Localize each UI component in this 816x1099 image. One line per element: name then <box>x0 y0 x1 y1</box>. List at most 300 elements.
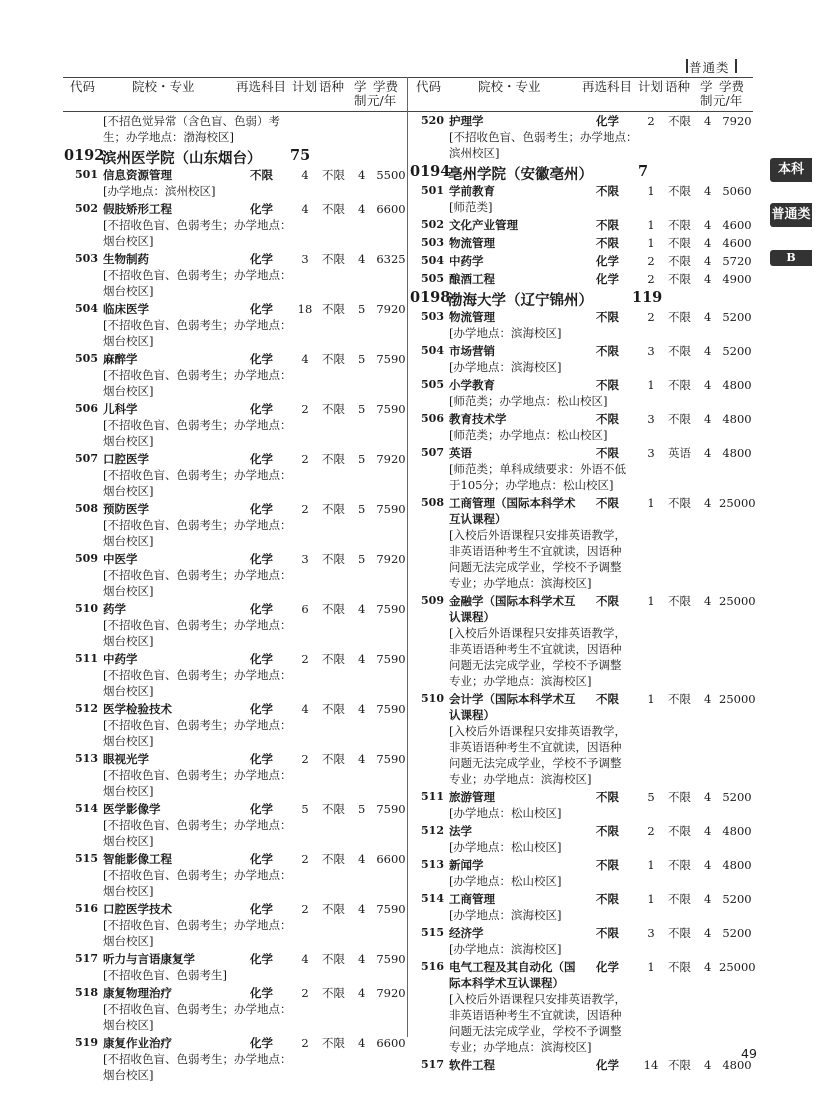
major-years: 4 <box>358 702 366 716</box>
major-language: 不限 <box>322 402 345 416</box>
table-row <box>70 201 405 217</box>
major-name: 旅游管理 <box>449 790 495 804</box>
major-plan: 1 <box>647 236 655 250</box>
major-name: 护理学 <box>449 114 484 128</box>
major-fee: 7920 <box>376 552 406 566</box>
table-row <box>70 601 405 617</box>
major-code: 504 <box>75 302 98 315</box>
major-years: 4 <box>704 1058 712 1072</box>
major-code: 513 <box>75 752 98 765</box>
major-name: 工商管理（国际本科学术 互认课程） <box>449 496 576 526</box>
major-fee: 7920 <box>376 986 406 1000</box>
major-subject: 化学 <box>596 254 619 268</box>
major-note: [不招收色盲、色弱考生；办学地点： 烟台校区] <box>103 368 292 398</box>
major-years: 4 <box>704 344 712 358</box>
table-row <box>70 301 405 317</box>
major-plan: 3 <box>647 926 655 940</box>
major-language: 不限 <box>322 802 345 816</box>
major-fee: 7590 <box>376 752 406 766</box>
major-note: [办学地点：滨海校区] <box>449 942 562 956</box>
major-code: 502 <box>75 202 98 215</box>
major-language: 不限 <box>322 352 345 366</box>
table-row <box>416 271 751 287</box>
major-plan: 18 <box>297 302 313 316</box>
major-subject: 化学 <box>596 1058 619 1072</box>
major-note: [不招收色盲、色弱考生；办学地点： 烟台校区] <box>103 268 292 298</box>
major-language: 不限 <box>668 184 691 198</box>
major-subject: 不限 <box>596 892 619 906</box>
major-code: 516 <box>421 960 444 973</box>
major-note: [师范类；办学地点：松山校区] <box>449 394 608 408</box>
table-row <box>416 1057 751 1073</box>
table-row <box>70 351 405 367</box>
major-years: 4 <box>704 594 712 608</box>
major-fee: 4800 <box>722 824 752 838</box>
major-plan: 2 <box>301 986 309 1000</box>
major-fee: 6600 <box>376 202 406 216</box>
major-plan: 2 <box>647 310 655 324</box>
major-note: [不招收色盲、色弱考生；办学地点： 烟台校区] <box>103 818 292 848</box>
major-language: 不限 <box>322 168 345 182</box>
major-years: 4 <box>358 202 366 216</box>
table-row <box>416 789 751 805</box>
major-name: 法学 <box>449 824 472 838</box>
major-language: 不限 <box>322 852 345 866</box>
header-bottom-rule <box>63 111 753 112</box>
major-name: 经济学 <box>449 926 484 940</box>
major-years: 4 <box>704 926 712 940</box>
table-row <box>70 167 405 183</box>
major-name: 教育技术学 <box>449 412 507 426</box>
major-years: 4 <box>704 412 712 426</box>
major-note: [不招收色盲、色弱考生；办学地点： 烟台校区] <box>103 718 292 748</box>
major-plan: 1 <box>647 184 655 198</box>
major-language: 不限 <box>322 902 345 916</box>
major-years: 4 <box>704 272 712 286</box>
col-code: 代码 <box>70 79 96 94</box>
col-fee-2: 元/年 <box>367 93 397 108</box>
major-years: 4 <box>704 446 712 460</box>
major-code: 508 <box>421 496 444 509</box>
major-code: 504 <box>421 254 444 267</box>
major-subject: 化学 <box>250 202 273 216</box>
major-language: 不限 <box>322 552 345 566</box>
major-plan: 5 <box>301 802 309 816</box>
major-fee: 7590 <box>376 602 406 616</box>
major-language: 不限 <box>668 790 691 804</box>
major-years: 4 <box>358 252 366 266</box>
school-header <box>410 163 750 181</box>
school-header <box>64 147 404 165</box>
major-subject: 化学 <box>250 952 273 966</box>
table-row <box>416 891 751 907</box>
major-name: 康复物理治疗 <box>103 986 172 1000</box>
major-fee: 25000 <box>719 594 756 608</box>
table-row <box>416 343 751 359</box>
major-note: [不招收色盲、色弱考生；办学地点： 烟台校区] <box>103 868 292 898</box>
major-note: [不招收色盲、色弱考生；办学地点： 烟台校区] <box>103 918 292 948</box>
major-note: [不招收色盲、色弱考生；办学地点： 烟台校区] <box>103 668 292 698</box>
major-name: 中药学 <box>103 652 138 666</box>
major-name: 软件工程 <box>449 1058 495 1072</box>
major-name: 金融学（国际本科学术互 认课程） <box>449 594 576 624</box>
major-language: 英语 <box>668 446 691 460</box>
major-note: [入校后外语课程只安排英语教学， 非英语语种考生不宜就读，因语种 问题无法完成学业，学校不予调整 专业；办学地点：滨海校区] <box>449 528 626 590</box>
page-number: 49 <box>741 1046 757 1061</box>
major-code: 507 <box>421 446 444 459</box>
major-note: [不招收色盲、色弱考生；办学地点： 烟台校区] <box>103 768 292 798</box>
table-row <box>70 401 405 417</box>
major-note: [办学地点：滨海校区] <box>449 326 562 340</box>
table-row <box>416 925 751 941</box>
table-row <box>70 551 405 567</box>
major-subject: 化学 <box>250 252 273 266</box>
major-note: [不招收色盲、色弱考生；办学地点： 烟台校区] <box>103 318 292 348</box>
major-years: 4 <box>704 790 712 804</box>
major-fee: 5200 <box>722 926 752 940</box>
major-name: 酿酒工程 <box>449 272 495 286</box>
major-code: 511 <box>75 652 98 665</box>
major-fee: 4800 <box>722 412 752 426</box>
major-note: [不招收色盲、色弱考生；办学地点： 烟台校区] <box>103 418 292 448</box>
major-plan: 4 <box>301 352 309 366</box>
major-fee: 5200 <box>722 892 752 906</box>
major-fee: 7920 <box>376 302 406 316</box>
major-years: 4 <box>358 1036 366 1050</box>
side-tab-undergrad: 本科 <box>770 158 812 182</box>
major-plan: 3 <box>647 412 655 426</box>
major-name: 康复作业治疗 <box>103 1036 172 1050</box>
major-years: 4 <box>358 902 366 916</box>
major-plan: 3 <box>647 446 655 460</box>
major-code: 517 <box>421 1058 444 1071</box>
school-code: 0192 <box>64 147 105 164</box>
major-language: 不限 <box>668 344 691 358</box>
major-years: 4 <box>358 168 366 182</box>
major-plan: 2 <box>647 254 655 268</box>
major-fee: 7920 <box>722 114 752 128</box>
table-row <box>70 901 405 917</box>
major-fee: 5200 <box>722 310 752 324</box>
side-tab-general: 普通类 <box>770 203 812 227</box>
major-plan: 1 <box>647 960 655 974</box>
major-code: 503 <box>421 236 444 249</box>
major-name: 中医学 <box>103 552 138 566</box>
major-plan: 5 <box>647 790 655 804</box>
table-row <box>70 751 405 767</box>
major-plan: 2 <box>647 824 655 838</box>
major-years: 4 <box>704 184 712 198</box>
major-plan: 1 <box>647 692 655 706</box>
major-name: 临床医学 <box>103 302 149 316</box>
major-years: 4 <box>704 236 712 250</box>
major-plan: 3 <box>301 552 309 566</box>
col-years-2: 制 <box>354 93 367 108</box>
major-subject: 不限 <box>596 412 619 426</box>
major-plan: 1 <box>647 858 655 872</box>
col-plan: 计划 <box>638 79 664 94</box>
major-note: [办学地点：滨州校区] <box>103 184 216 198</box>
major-fee: 4600 <box>722 218 752 232</box>
major-fee: 7590 <box>376 502 406 516</box>
table-row <box>416 857 751 873</box>
major-years: 4 <box>358 986 366 1000</box>
col-years-1: 学 <box>354 79 367 94</box>
major-subject: 化学 <box>250 802 273 816</box>
major-code: 502 <box>421 218 444 231</box>
table-row <box>70 1035 405 1051</box>
major-years: 4 <box>704 892 712 906</box>
major-plan: 2 <box>647 114 655 128</box>
table-row <box>416 235 751 251</box>
major-note: [不招收色盲、色弱考生；办学地点： 烟台校区] <box>103 1052 292 1082</box>
major-plan: 1 <box>647 496 655 510</box>
major-years: 4 <box>704 960 712 974</box>
table-row <box>70 651 405 667</box>
major-fee: 4600 <box>722 236 752 250</box>
major-language: 不限 <box>668 858 691 872</box>
col-subject: 再选科目 <box>236 79 287 94</box>
major-name: 物流管理 <box>449 236 495 250</box>
major-language: 不限 <box>668 824 691 838</box>
table-row <box>416 959 756 991</box>
major-years: 4 <box>704 858 712 872</box>
major-subject: 化学 <box>250 552 273 566</box>
major-note: [办学地点：松山校区] <box>449 840 562 854</box>
major-code: 514 <box>75 802 98 815</box>
major-language: 不限 <box>668 114 691 128</box>
major-note: [不招收色盲、色弱考生；办学地点： 烟台校区] <box>103 218 292 248</box>
major-code: 506 <box>75 402 98 415</box>
major-subject: 不限 <box>596 378 619 392</box>
major-note: [入校后外语课程只安排英语教学， 非英语语种考生不宜就读，因语种 问题无法完成学业，学校不予调整 专业；办学地点：滨海校区] <box>449 626 626 688</box>
major-code: 515 <box>421 926 444 939</box>
major-language: 不限 <box>322 752 345 766</box>
major-name: 口腔医学技术 <box>103 902 172 916</box>
major-language: 不限 <box>322 652 345 666</box>
major-plan: 2 <box>301 652 309 666</box>
col-years-2: 制 <box>700 93 713 108</box>
major-language: 不限 <box>668 892 691 906</box>
major-years: 5 <box>358 302 366 316</box>
major-code: 511 <box>421 790 444 803</box>
major-subject: 化学 <box>596 960 619 974</box>
table-row <box>416 495 756 527</box>
major-language: 不限 <box>668 310 691 324</box>
school-plan: 119 <box>632 289 663 306</box>
major-name: 药学 <box>103 602 126 616</box>
major-fee: 25000 <box>719 692 756 706</box>
major-name: 会计学（国际本科学术互 认课程） <box>449 692 576 722</box>
major-code: 513 <box>421 858 444 871</box>
major-plan: 3 <box>647 344 655 358</box>
major-fee: 7590 <box>376 802 406 816</box>
major-code: 510 <box>421 692 444 705</box>
major-subject: 化学 <box>250 652 273 666</box>
major-years: 4 <box>704 824 712 838</box>
major-subject: 不限 <box>596 692 619 706</box>
major-code: 508 <box>75 502 98 515</box>
major-fee: 7590 <box>376 702 406 716</box>
table-row <box>416 445 751 461</box>
major-code: 516 <box>75 902 98 915</box>
major-subject: 化学 <box>250 852 273 866</box>
major-code: 503 <box>421 310 444 323</box>
major-subject: 化学 <box>250 452 273 466</box>
table-row <box>416 377 751 393</box>
major-years: 4 <box>358 752 366 766</box>
major-code: 503 <box>75 252 98 265</box>
major-language: 不限 <box>668 218 691 232</box>
major-years: 5 <box>358 502 366 516</box>
table-row <box>416 411 751 427</box>
major-name: 医学影像学 <box>103 802 161 816</box>
major-note: [入校后外语课程只安排英语教学， 非英语语种考生不宜就读，因语种 问题无法完成学业，学校不予调整 专业；办学地点：滨海校区] <box>449 992 626 1054</box>
major-name: 口腔医学 <box>103 452 149 466</box>
major-fee: 4800 <box>722 446 752 460</box>
major-language: 不限 <box>668 378 691 392</box>
major-code: 520 <box>421 114 444 127</box>
major-note: [师范类；办学地点：松山校区] <box>449 428 608 442</box>
major-code: 505 <box>75 352 98 365</box>
major-language: 不限 <box>322 252 345 266</box>
major-years: 4 <box>704 692 712 706</box>
major-language: 不限 <box>322 452 345 466</box>
school-header <box>410 289 750 307</box>
major-subject: 不限 <box>596 344 619 358</box>
table-row <box>70 701 405 717</box>
major-note: [不招收色盲、色弱考生；办学地点： 烟台校区] <box>103 518 292 548</box>
col-plan: 计划 <box>292 79 318 94</box>
major-note: [办学地点：松山校区] <box>449 874 562 888</box>
major-years: 4 <box>358 652 366 666</box>
table-row <box>416 217 751 233</box>
major-name: 小学教育 <box>449 378 495 392</box>
major-fee: 4800 <box>722 378 752 392</box>
major-name: 儿科学 <box>103 402 138 416</box>
major-plan: 14 <box>643 1058 659 1072</box>
table-row <box>416 691 756 723</box>
major-name: 预防医学 <box>103 502 149 516</box>
major-fee: 7590 <box>376 352 406 366</box>
major-language: 不限 <box>322 302 345 316</box>
major-note: [办学地点：滨海校区] <box>449 908 562 922</box>
major-note: [入校后外语课程只安排英语教学， 非英语语种考生不宜就读，因语种 问题无法完成学业，学校不予调整 专业；办学地点：滨海校区] <box>449 724 626 786</box>
major-code: 505 <box>421 272 444 285</box>
major-code: 515 <box>75 852 98 865</box>
major-subject: 化学 <box>250 986 273 1000</box>
major-plan: 4 <box>301 702 309 716</box>
major-subject: 不限 <box>596 926 619 940</box>
major-note: [不招收色盲、色弱考生；办学地点： 滨州校区] <box>449 130 638 160</box>
col-code: 代码 <box>416 79 442 94</box>
major-language: 不限 <box>322 202 345 216</box>
major-years: 4 <box>704 218 712 232</box>
major-fee: 4900 <box>722 272 752 286</box>
major-language: 不限 <box>668 594 691 608</box>
major-name: 学前教育 <box>449 184 495 198</box>
right-column-header <box>416 80 751 110</box>
major-note: [不招收色盲、色弱考生] <box>103 968 227 982</box>
school-code: 0194 <box>410 163 451 180</box>
major-fee: 7590 <box>376 952 406 966</box>
major-years: 5 <box>358 452 366 466</box>
major-language: 不限 <box>668 254 691 268</box>
major-code: 509 <box>75 552 98 565</box>
major-note: [办学地点：滨海校区] <box>449 360 562 374</box>
table-row <box>70 501 405 517</box>
col-subject: 再选科目 <box>582 79 633 94</box>
col-school-major: 院校・专业 <box>478 79 541 94</box>
table-row <box>70 985 405 1001</box>
major-language: 不限 <box>668 272 691 286</box>
school-plan: 7 <box>638 163 649 180</box>
major-years: 4 <box>358 852 366 866</box>
major-plan: 2 <box>301 902 309 916</box>
table-row <box>70 451 405 467</box>
major-subject: 不限 <box>596 184 619 198</box>
major-fee: 4800 <box>722 1058 752 1072</box>
major-fee: 6325 <box>376 252 406 266</box>
major-language: 不限 <box>668 496 691 510</box>
school-code: 0198 <box>410 289 451 306</box>
major-note: [不招收色盲、色弱考生；办学地点： 烟台校区] <box>103 568 292 598</box>
header-top-rule <box>63 77 753 78</box>
major-plan: 1 <box>647 892 655 906</box>
major-note: [不招收色盲、色弱考生；办学地点： 烟台校区] <box>103 468 292 498</box>
major-subject: 化学 <box>250 402 273 416</box>
table-row <box>70 801 405 817</box>
major-note: [不招收色盲、色弱考生；办学地点： 烟台校区] <box>103 618 292 648</box>
major-language: 不限 <box>322 1036 345 1050</box>
major-subject: 不限 <box>596 824 619 838</box>
major-plan: 1 <box>647 218 655 232</box>
major-language: 不限 <box>668 412 691 426</box>
major-fee: 5200 <box>722 790 752 804</box>
major-fee: 5720 <box>722 254 752 268</box>
major-plan: 2 <box>301 1036 309 1050</box>
major-fee: 5060 <box>722 184 752 198</box>
col-years-1: 学 <box>700 79 713 94</box>
major-plan: 1 <box>647 594 655 608</box>
major-code: 512 <box>75 702 98 715</box>
major-code: 517 <box>75 952 98 965</box>
major-code: 506 <box>421 412 444 425</box>
table-row <box>70 851 405 867</box>
major-code: 501 <box>421 184 444 197</box>
major-fee: 5200 <box>722 344 752 358</box>
table-row <box>416 823 751 839</box>
major-note: [不招收色盲、色弱考生；办学地点： 烟台校区] <box>103 1002 292 1032</box>
col-school-major: 院校・专业 <box>132 79 195 94</box>
major-years: 5 <box>358 802 366 816</box>
col-fee-1: 学费 <box>719 79 745 94</box>
major-years: 5 <box>358 402 366 416</box>
major-name: 电气工程及其自动化（国 际本科学术互认课程） <box>449 960 576 990</box>
major-code: 507 <box>75 452 98 465</box>
major-name: 信息资源管理 <box>103 168 172 182</box>
major-language: 不限 <box>668 692 691 706</box>
major-subject: 不限 <box>596 594 619 608</box>
major-fee: 4800 <box>722 858 752 872</box>
school-plan: 75 <box>290 147 311 164</box>
left-column-header <box>70 80 405 110</box>
major-fee: 5500 <box>376 168 406 182</box>
major-subject: 化学 <box>250 1036 273 1050</box>
major-subject: 不限 <box>596 790 619 804</box>
major-subject: 化学 <box>250 502 273 516</box>
major-subject: 化学 <box>250 902 273 916</box>
